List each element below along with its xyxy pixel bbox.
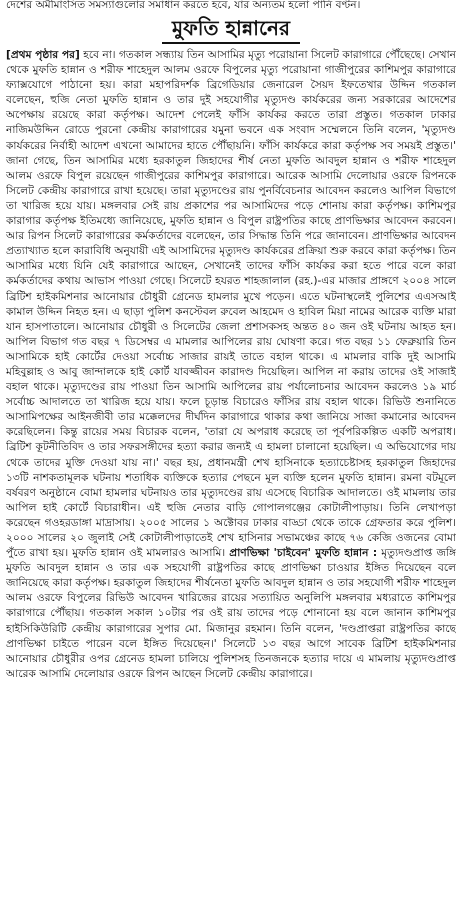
headline-container [6,14,456,44]
paragraph-text-2: মৃত্যুদণ্ডপ্রাপ্ত জঙ্গি মুফতি আবদুল হান্নান ও তার এক সহযোগী রাষ্ট্রপতির কাছে প্রাণভিক্ষা চাওয়ার ইঙ্গিত দিয়েছেন বলে জানিয়েছে কারা কর্তৃপক্ষ। হরকাতুল জিহাদের শীর্ষনেতা মুফতি আবদুল হান্নান ও তার সহযোগী শরীফ শাহেদুল আলম ওরফে বিপুলের রিভিউ আবেদন খারিজের রায়ের সত্যায়িত অনুলিপি মঙ্গলবার মধ্যরাতে কাশিমপুর কারাগারে পৌঁছায়। গতকাল সকাল ১০টার পর ওই রায় তাদের পড়ে শোনানো হয় বলে জানান কাশিমপুর হাইসিকিউরিটি কেন্দ্রীয় কারাগারের সুপার মো. মিজানুর রহমান। তিনি বলেন, 'দণ্ডপ্রাপ্তরা রাষ্ট্রপতির কাছে প্রাণভিক্ষা চাইতে পারেন বলে ইঙ্গিত দিয়েছেন।' সিলেটে ১৩ বছর আগে সাবেক ব্রিটিশ হাইকমিশনার আনোয়ার চৌধুরীর ওপর গ্রেনেড হামলা চালিয়ে পুলিশসহ তিনজনকে হত্যার দায়ে এ মামলায় মৃত্যুদণ্ডপ্রাপ্ত আরেক আসামি দেলোয়ার ওরফে রিপন আছেন সিলেট কেন্দ্রীয় কারাগারে। [6,547,456,680]
previous-article-fragment: দেশের অমীমাংসিত সমস্যাগুলোর সমাধান করতে হবে, যার অন্যতম হলো পানি বণ্টন। [6,0,361,11]
continuation-tag: [প্রথম পৃষ্ঠার পর] [6,49,80,61]
article-headline: মুফতি হান্নানের [162,14,300,44]
subheading-mercy-petition: প্রাণভিক্ষা 'চাইবেন' মুফতি হান্নান : [229,547,378,560]
paragraph-text-1: হবে না। গতকাল সন্ধ্যায় তিন আসামির মৃত্যু পরোয়ানা সিলেট কারাগারে পৌঁছেছে। সেখান থেকে মুফতি হান্নান ও শরীফ শাহেদুল আলম ওরফে বিপুলের মৃত্যু পরোয়ানা গাজীপুরের কাশিমপুর কারাগারে ফ্যাক্সযোগে পাঠানো হয়। কারা মহাপরিদর্শক ব্রিগেডিয়ার জেনারেল সৈয়দ ইফতেখার উদ্দিন গতকাল বলেছেন, হুজি নেতা মুফতি হান্নান ও তার দুই সহযোগীর মৃত্যুদণ্ড কার্যকরের জন্য সরকারের আদেশের অপেক্ষায় রয়েছে কারা কর্তৃপক্ষ। আদেশ পেলেই ফাঁসি কার্যকর করতে তারা প্রস্তুত। গতকাল ঢাকার নাজিমউদ্দিন রোডে পুরনো কেন্দ্রীয় কারাগারের যমুনা ভবনে এক সংবাদ সম্মেলনে তিনি বলেন, 'মৃত্যুদণ্ড কার্যকরের নির্বাহী আদেশ এখনো আমাদের হাতে পৌঁছায়নি। ফাঁসি কার্যকরে কারা কর্তৃপক্ষ সব সময়ই প্রস্তুত।' জানা গেছে, তিন আসামির মধ্যে হরকাতুল জিহাদের শীর্ষ নেতা মুফতি আবদুল হান্নান ও শরীফ শাহেদুল আলম ওরফে বিপুল রয়েছেন গাজীপুরের কাশিমপুর কারাগারে। আরেক আসামি দেলোয়ার ওরফে রিপনকে সিলেট কেন্দ্রীয় কারাগারে রাখা হয়েছে। তারা মৃত্যুদণ্ডের রায় পুনর্বিবেচনার আবেদন করলেও আপিল বিভাগে তা খারিজ হয়ে যায়। মঙ্গলবার সেই রায় প্রকাশের পর আসামিদের পড়ে শোনায় কারা কর্তৃপক্ষ। কাশিমপুর কারাগার কর্তৃপক্ষ ইতিমধ্যে জানিয়েছে, মুফতি হান্নান ও বিপুল রাষ্ট্রপতির কাছে প্রাণভিক্ষার আবেদন করবেন। আর রিপন সিলেট কারাগারের কর্মকর্তাদের বলেছেন, তার সিদ্ধান্ত তিনি পরে জানাবেন। প্রাণভিক্ষার আবেদন প্রত্যাখ্যাত হলে কারাবিধি অনুযায়ী এই আসামিদের মৃত্যুদণ্ড কার্যকরের প্রক্রিয়া শুরু করবে কারা কর্তৃপক্ষ। তিন আসামির মধ্যে যিনি যেই কারাগারে আছেন, সেখানেই তাদের ফাঁসি কার্যকর করা হতে পারে বলে কারা কর্মকর্তাদের কথায় আভাস পাওয়া গেছে। সিলেটে হযরত শাহজালাল (রহ.)-এর মাজার প্রাঙ্গণে ২০০৪ সালে ব্রিটিশ হাইকমিশনার আনোয়ার চৌধুরী গ্রেনেড হামলার মুখে পড়েন। এতে ঘটনাস্থলেই পুলিশের এএসআই কামাল উদ্দিন নিহত হন। এ ছাড়া পুলিশ কনস্টেবল রুবেল আহমেদ ও হাবিল মিয়া নামের আরেক ব্যক্তি মারা যান হাসপাতালে। আনোয়ার চৌধুরী ও সিলেটের জেলা প্রশাসকসহ অন্তত ৪০ জন ওই ঘটনায় আহত হন। আপিল বিভাগ গত বছর ৭ ডিসেম্বর এ মামলার আপিলের রায় ঘোষণা করে। গত বছর ১১ ফেব্রুয়ারি তিন আসামিকে হাই কোর্টের দেওয়া সর্বোচ্চ সাজার রায়ই তাতে বহাল থাকে। এ মামলার বাকি দুই আসামি মহিবুল্লাহ ও আবু জান্দালকে হাই কোর্ট যাবজ্জীবন কারাদণ্ড দিয়েছিল। আপিল না করায় তাদের ওই সাজাই বহাল থাকে। মৃত্যুদণ্ডের রায় পাওয়া তিন আসামি আপিলের রায় পর্যালোচনার আবেদন করলেও ১৯ মার্চ সর্বোচ্চ আদালতে তা খারিজ হয়ে যায়। ফলে চূড়ান্ত বিচারেও ফাঁসির রায় বহাল থাকে। রিভিউ শুনানিতে আসামিপক্ষের আইনজীবী তার মক্কেলদের দীর্ঘদিন কারাগারে থাকার কথা জানিয়ে সাজা কমানোর আবেদন করেছিলেন। কিন্তু রায়ের সময় বিচারক বলেন, 'তারা যে অপরাধ করেছে তা পূর্বপরিকল্পিত একটি অপরাধ। ব্রিটিশ কূটনীতিবিদ ও তার সফরসঙ্গীদের হত্যা করার জন্যই এ হামলা চালানো হয়েছিল। এ অভিযোগের দায় থেকে তাদের মুক্তি দেওয়া যায় না।' বছর হয়, প্রধানমন্ত্রী শেখ হাসিনাকে হত্যাচেষ্টাসহ হরকাতুল জিহাদের ১৩টি নাশকতামূলক ঘটনায় শতাধিক ব্যক্তিকে হত্যার পেছনে মূল ব্যক্তি হলেন মুফতি হান্নান। রমনা বটমূলে বর্ষবরণ অনুষ্ঠানে বোমা হামলার ঘটনায়ও তার মৃত্যুদণ্ডের রায় এসেছে বিচারিক আদালতে। ওই মামলায় তার আপিল হাই কোর্টে বিচারাধীন। এই হুজি নেতার বাড়ি গোপালগঞ্জের কোটালীপাড়ায়। তিনি লেখাপড়া করেছেন গওহরডাঙ্গা মাদ্রাসায়। ২০০৫ সালের ১ অক্টোবর ঢাকার বাড্ডা থেকে তাকে গ্রেফতার করে পুলিশ। ২০০০ সালের ২০ জুলাই সেই কোটালীপাড়াতেই শেখ হাসিনার সভামঞ্চের কাছে ৭৬ কেজি ওজনের বোমা পুঁতে রাখা হয়। মুফতি হান্নান ওই মামলারও আসামি। [6,49,456,560]
article-body [6,48,456,898]
article-paragraph-main [6,48,456,682]
